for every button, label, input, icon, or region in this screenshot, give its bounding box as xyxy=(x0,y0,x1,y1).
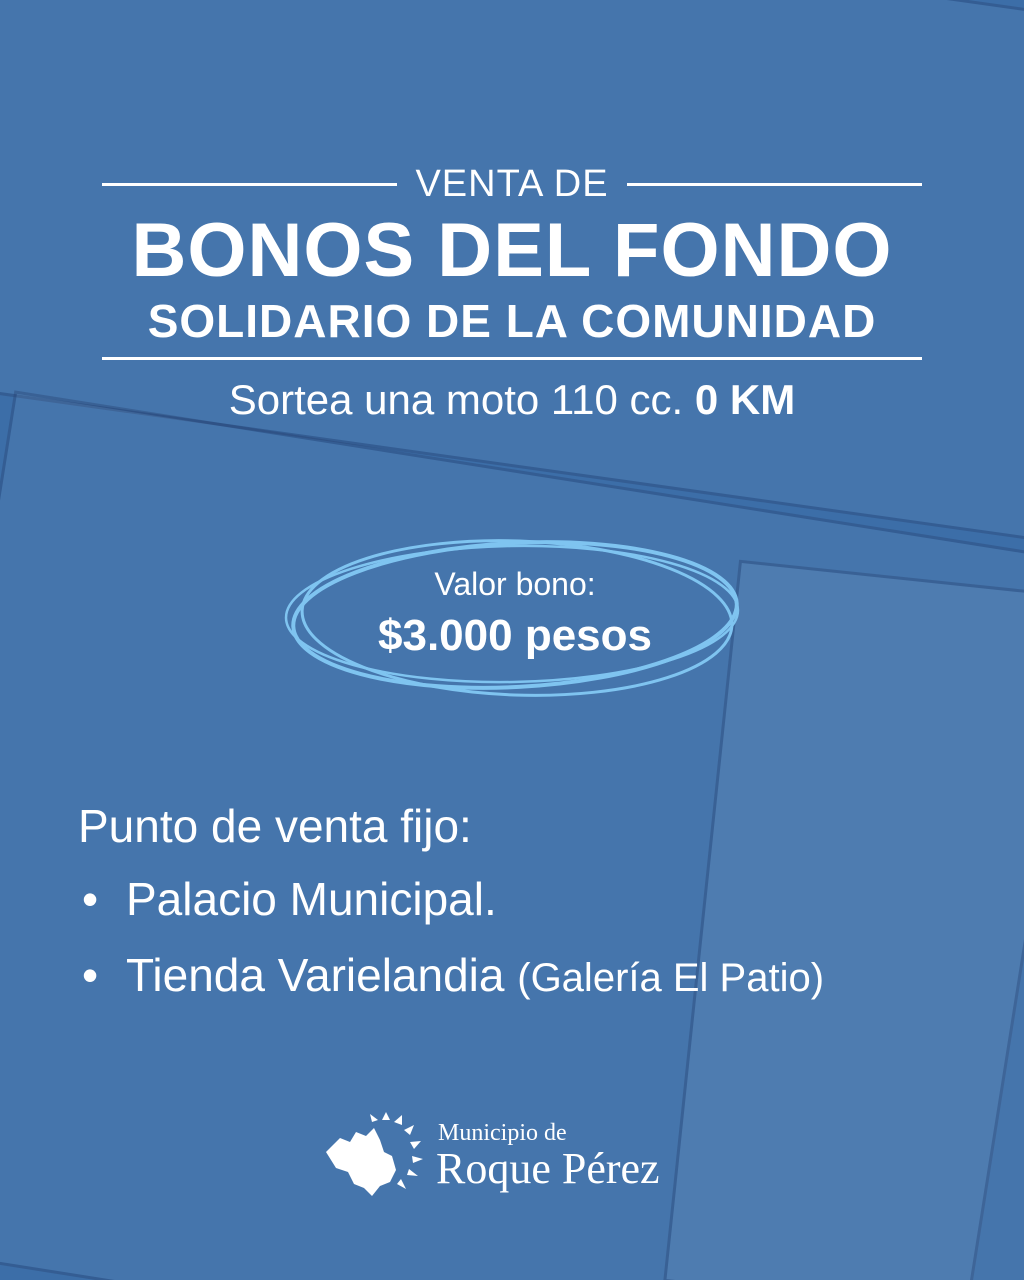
kicker-line-left xyxy=(102,183,397,186)
bullet-icon: • xyxy=(82,949,99,1001)
sales-point-note: (Galería El Patio) xyxy=(517,956,825,1000)
price-value: $3.000 pesos xyxy=(378,611,652,660)
prize-text: Sortea una moto 110 cc. xyxy=(228,376,684,423)
sales-points-title: Punto de venta fijo: xyxy=(78,800,472,852)
sales-point-name: Palacio Municipal. xyxy=(126,873,497,925)
kicker-text: VENTA DE xyxy=(415,162,609,205)
prize-line xyxy=(102,372,922,428)
sales-point-name: Tienda Varielandia xyxy=(126,949,505,1001)
main-title: BONOS DEL FONDO xyxy=(131,208,893,293)
kicker-row xyxy=(102,158,922,210)
sales-point-item xyxy=(82,868,497,930)
bullet-icon: • xyxy=(82,873,99,925)
prize-highlight: 0 KM xyxy=(694,376,796,423)
municipality-logo xyxy=(322,1112,712,1202)
sales-point-item xyxy=(82,944,824,1009)
title-divider xyxy=(102,357,922,360)
logo-line-2: Roque Pérez xyxy=(436,1144,660,1193)
sub-title: SOLIDARIO DE LA COMUNIDAD xyxy=(147,295,877,347)
kicker-line-right xyxy=(627,183,922,186)
municipality-emblem-icon xyxy=(322,1112,432,1198)
logo-line-1: Municipio de xyxy=(438,1120,567,1146)
price-label: Valor bono: xyxy=(434,566,596,602)
